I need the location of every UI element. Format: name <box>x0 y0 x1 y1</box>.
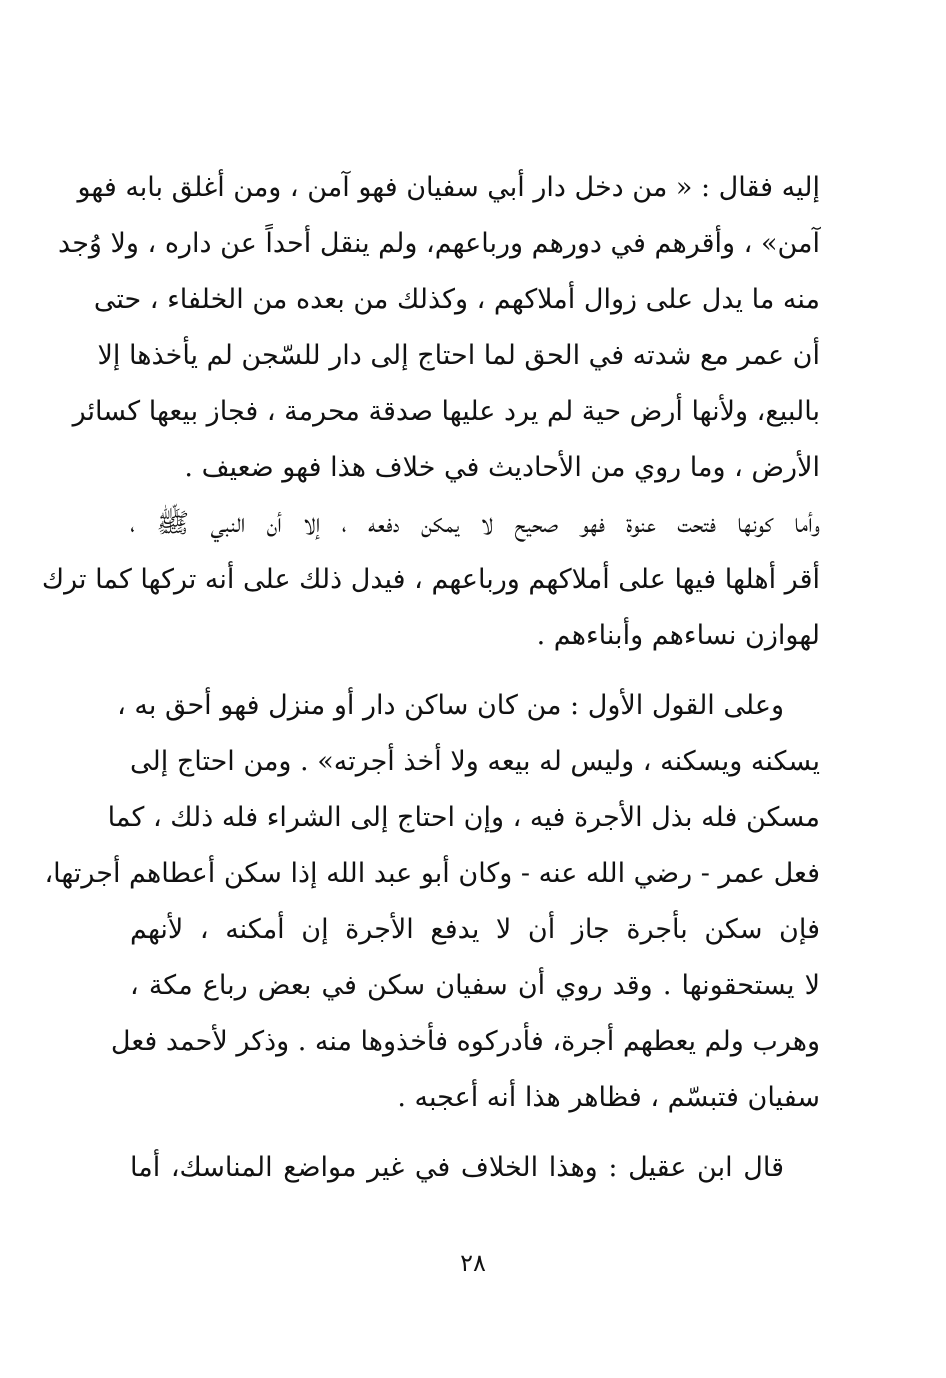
text-line: يسكنه ويسكنه ، وليس له بيعه ولا أخذ أجرته» . ومن احتاج إلى <box>130 746 820 777</box>
text-line: فعل عمر - رضي الله عنه - وكان أبو عبد الله إذا سكن أعطاهم أجرتها، <box>44 858 820 889</box>
paragraph-spacer <box>130 1126 820 1140</box>
paragraph-spacer <box>130 664 820 678</box>
page-number: ٢٨ <box>460 1249 486 1277</box>
text-line: بالبيع، ولأنها أرض حية لم يرد عليها صدقة محرمة ، فجاز بيعها كسائر <box>72 396 820 427</box>
text-line: الأرض ، وما روي من الأحاديث في خلاف هذا فهو ضعيف . <box>184 452 820 483</box>
text-line: منه ما يدل على زوال أملاكهم ، وكذلك من بعده من الخلفاء ، حتى <box>93 284 820 315</box>
paragraph-2 <box>41 496 820 664</box>
text-line: لا يستحقونها . وقد روي أن سفيان سكن في بعض رباع مكة ، <box>130 970 820 1001</box>
text-line: وأما كونها فتحت عنوة فهو صحيح لا يمكن دفعه ، إلا أن النبي ﷺ ، <box>130 508 820 539</box>
text-line: قال ابن عقيل : وهذا الخلاف في غير مواضع المناسك، أما <box>130 1152 784 1183</box>
text-line: وعلى القول الأول : من كان ساكن دار أو منزل فهو أحق به ، <box>117 690 784 721</box>
text-line: آمن» ، وأقرهم في دورهم ورباعهم، ولم ينقل أحداً عن داره ، ولا وُجد <box>58 228 820 259</box>
text-line: سفيان فتبسّم ، فظاهر هذا أنه أعجبه . <box>397 1082 820 1113</box>
text-line: إليه فقال : « من دخل دار أبي سفيان فهو آمن ، ومن أغلق بابه فهو <box>77 172 820 203</box>
text-line: أقر أهلها فيها على أملاكهم ورباعهم ، فيدل ذلك على أنه تركها كما ترك <box>41 564 820 595</box>
text-line: مسكن فله بذل الأجرة فيه ، وإن احتاج إلى الشراء فله ذلك ، كما <box>107 802 820 833</box>
paragraph-1 <box>58 160 820 496</box>
text-line: أن عمر مع شدته في الحق لما احتاج إلى دار للسّجن لم يأخذها إلا <box>97 340 820 371</box>
paragraph-4 <box>130 1140 820 1196</box>
text-line: فإن سكن بأجرة جاز أن لا يدفع الأجرة إن أمكنه ، لأنهم <box>130 914 820 945</box>
text-line: وهرب ولم يعطهم أجرة، فأدركوه فأخذوها منه . وذكر لأحمد فعل <box>110 1026 820 1057</box>
paragraph-3 <box>44 678 820 1126</box>
text-line: لهوازن نساءهم وأبناءهم . <box>536 620 820 651</box>
main-text <box>41 160 820 1196</box>
